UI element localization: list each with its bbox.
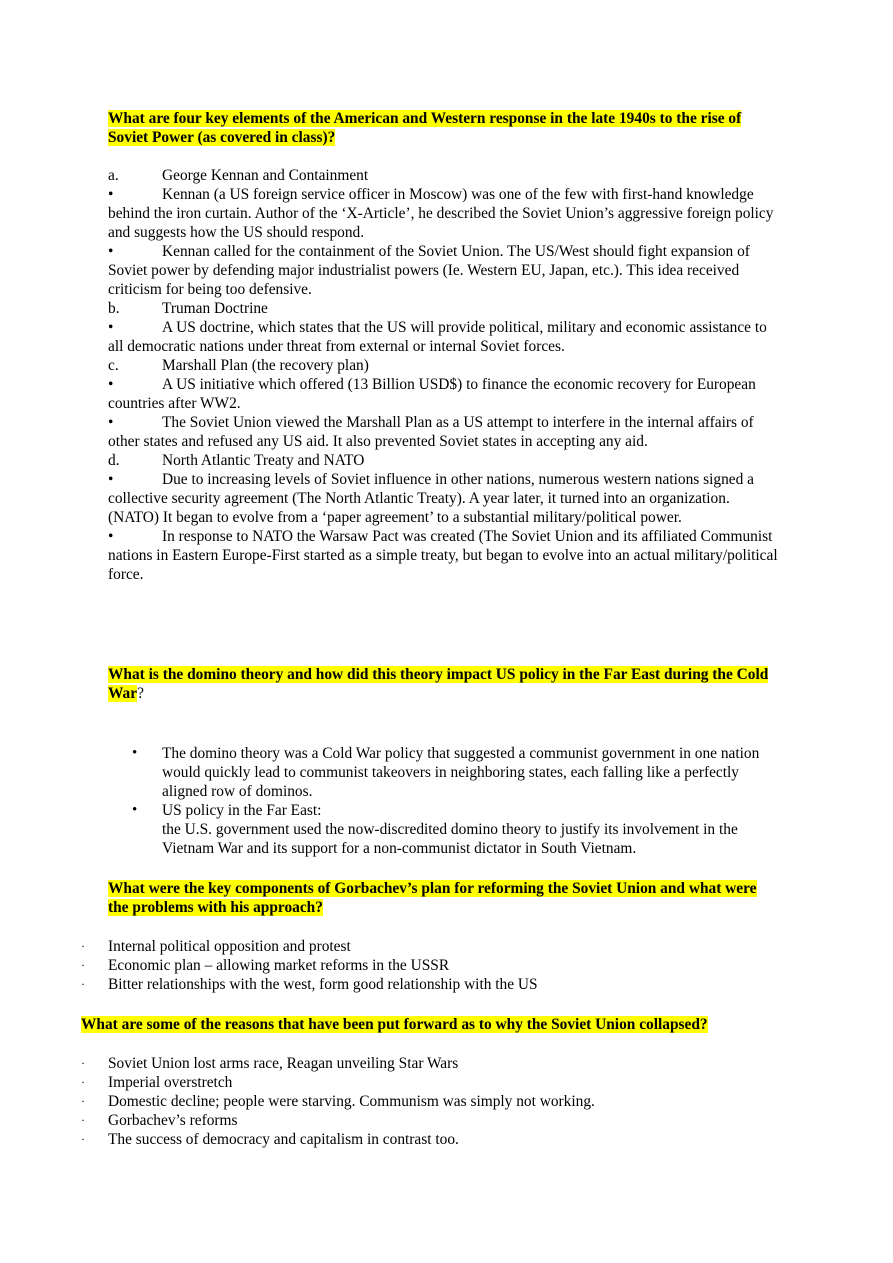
- question-gorbachev: [108, 879, 780, 917]
- list-heading: [108, 451, 780, 470]
- list-item: [108, 318, 780, 356]
- list-item-text: The success of democracy and capitalism in contrast too.: [108, 1131, 459, 1148]
- answer-list-western-response: [108, 166, 780, 584]
- list-item: [81, 1073, 781, 1092]
- list-item-text: US policy in the Far East:: [162, 802, 322, 819]
- list-heading-text: George Kennan and Containment: [162, 167, 369, 184]
- question-text: What are four key elements of the American and Western response in the late 1940s to the rise of Soviet Power (as covered in class)?: [108, 110, 742, 146]
- section-western-response: [108, 109, 780, 584]
- question-western-response: [108, 109, 780, 147]
- list-item-text: Domestic decline; people were starving. Communism was simply not working.: [108, 1093, 595, 1110]
- list-item: [108, 413, 780, 451]
- question-text: What were the key components of Gorbachev’s plan for reforming the Soviet Union and what were the problems with his approach?: [108, 880, 757, 916]
- bullet-marker: ·: [81, 939, 85, 953]
- list-item-text: Kennan (a US foreign service officer in Moscow) was one of the few with first-hand knowledge behind the iron curtain. Author of the ‘X-Article’, he described the Soviet Union’s aggressive foreign policy and suggests how the US should respond.: [108, 186, 774, 241]
- list-item-text: A US initiative which offered (13 Billion USD$) to finance the economic recovery for European countries after WW2.: [108, 376, 756, 412]
- list-item-text: Imperial overstretch: [108, 1074, 233, 1091]
- list-item-text: The Soviet Union viewed the Marshall Plan as a US attempt to interfere in the internal affairs of other states and refused any US aid. It also prevented Soviet states in accepting any aid.: [108, 414, 754, 450]
- bullet-marker: •: [108, 376, 114, 393]
- letter-marker: a.: [108, 167, 119, 184]
- list-heading-text: Truman Doctrine: [162, 300, 268, 317]
- list-heading: [108, 356, 780, 375]
- bullet-marker: •: [108, 319, 114, 336]
- list-heading-text: Marshall Plan (the recovery plan): [162, 357, 369, 374]
- question-domino-theory: [108, 665, 780, 703]
- answer-list-soviet-collapse: [81, 1054, 781, 1149]
- section-soviet-collapse: [81, 1015, 781, 1034]
- section-domino-theory: [108, 665, 780, 703]
- list-item: [81, 1092, 781, 1111]
- bullet-marker: ·: [81, 1075, 85, 1089]
- bullet-marker: •: [132, 802, 138, 818]
- bullet-marker: •: [108, 186, 114, 203]
- question-tail: ?: [137, 685, 144, 702]
- list-item: [108, 527, 780, 584]
- list-item-text: Kennan called for the containment of the Soviet Union. The US/West should fight expansion of Soviet power by defending major industrialist powers (Ie. Western EU, Japan, etc.). This idea received criticism for being too defensive.: [108, 243, 750, 298]
- bullet-marker: ·: [81, 1113, 85, 1127]
- list-item: [108, 375, 780, 413]
- list-heading-text: North Atlantic Treaty and NATO: [162, 452, 365, 469]
- bullet-marker: •: [108, 471, 114, 488]
- bullet-marker: •: [108, 528, 114, 545]
- question-soviet-collapse: [81, 1015, 781, 1034]
- list-item-text: Economic plan – allowing market reforms in the USSR: [108, 957, 450, 974]
- letter-marker: b.: [108, 300, 120, 317]
- list-item-text: Soviet Union lost arms race, Reagan unveiling Star Wars: [108, 1055, 459, 1072]
- list-item-text: A US doctrine, which states that the US will provide political, military and economic assistance to all democratic nations under threat from external or internal Soviet forces.: [108, 319, 767, 355]
- answer-list-gorbachev: [81, 937, 781, 994]
- bullet-marker: ·: [81, 1094, 85, 1108]
- list-item-text: In response to NATO the Warsaw Pact was created (The Soviet Union and its affiliated Communist nations in Eastern Europe-First started as a simple treaty, but began to evolve into an actual military/political force.: [108, 528, 778, 583]
- letter-marker: c.: [108, 357, 119, 374]
- list-item-text: Gorbachev’s reforms: [108, 1112, 238, 1129]
- bullet-marker: •: [132, 745, 138, 761]
- list-item: [81, 1054, 781, 1073]
- bullet-marker: ·: [81, 977, 85, 991]
- list-item: [108, 801, 780, 858]
- list-item: [108, 470, 780, 527]
- bullet-marker: ·: [81, 958, 85, 972]
- list-item: [81, 1130, 781, 1149]
- list-item-text: Due to increasing levels of Soviet influence in other nations, numerous western nations signed a collective security agreement (The North Atlantic Treaty). A year later, it turned into an organization. (NATO) It began to evolve from a ‘paper agreement’ to a substantial military/political power.: [108, 471, 754, 526]
- letter-marker: d.: [108, 452, 120, 469]
- list-item-continuation: the U.S. government used the now-discredited domino theory to justify its involvement in the Vietnam War and its support for a non-communist dictator in South Vietnam.: [162, 821, 738, 857]
- list-item: [108, 185, 780, 242]
- list-item: [81, 937, 781, 956]
- question-text: What are some of the reasons that have been put forward as to why the Soviet Union collapsed?: [81, 1016, 708, 1033]
- answer-list-domino-theory: [108, 744, 780, 858]
- list-item: [81, 975, 781, 994]
- list-item-text: Internal political opposition and protest: [108, 938, 351, 955]
- section-gorbachev: [108, 879, 780, 917]
- list-item-text: The domino theory was a Cold War policy that suggested a communist government in one nation would quickly lead to communist takeovers in neighboring states, each falling like a perfectly aligned row of dominos.: [162, 745, 760, 800]
- list-item-text: Bitter relationships with the west, form good relationship with the US: [108, 976, 538, 993]
- question-text: What is the domino theory and how did this theory impact US policy in the Far East during the Cold War: [108, 666, 769, 702]
- list-heading: [108, 299, 780, 318]
- list-item: [108, 744, 780, 801]
- list-item: [108, 242, 780, 299]
- list-item: [81, 1111, 781, 1130]
- bullet-marker: •: [108, 414, 114, 431]
- list-item: [81, 956, 781, 975]
- bullet-marker: ·: [81, 1132, 85, 1146]
- bullet-marker: •: [108, 243, 114, 260]
- bullet-marker: ·: [81, 1056, 85, 1070]
- list-heading: [108, 166, 780, 185]
